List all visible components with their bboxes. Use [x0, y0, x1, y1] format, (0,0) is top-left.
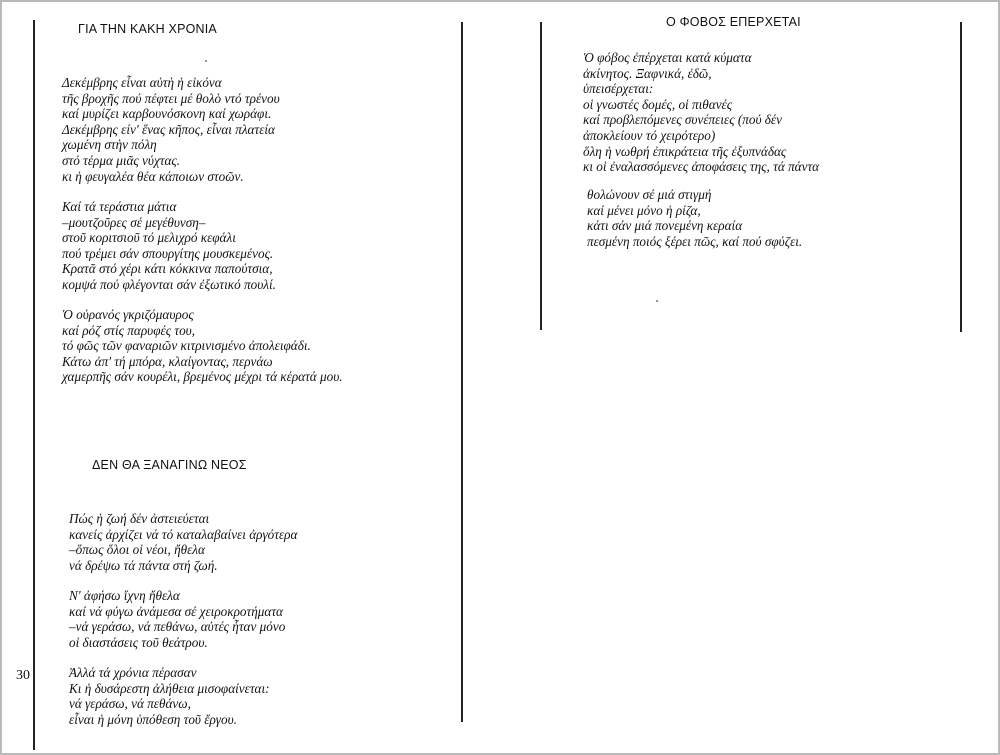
verse-line: ὅλη ἡ νωθρή ἐπικράτεια τῆς ἐξυπνάδας — [583, 143, 787, 159]
verse-line: τῆς βροχῆς πού πέφτει μέ θολὸ ντό τρένου — [62, 90, 280, 106]
right-page-left-edge — [540, 22, 542, 330]
poem2-stanza-2 — [69, 588, 285, 650]
verse-line: Κάτω ἀπ' τή μπόρα, κλαίγοντας, περνάω — [62, 353, 273, 369]
verse-line: νά δρέψω τά πάντα στή ζωή. — [69, 557, 218, 573]
poem-title: Ο ΦΟΒΟΣ ΕΠΕΡΧΕΤΑΙ — [666, 15, 801, 29]
verse-line: καί προβλεπόμενες συνέπειες (πού δέν — [583, 112, 782, 128]
right-page-right-edge — [960, 22, 962, 332]
verse-line: κάτι σάν μιά πονεμένη κεραία — [587, 218, 743, 234]
verse-line: καί μυρίζει καρβουνόσκονη καί χωράφι. — [62, 106, 272, 122]
verse-line: χαμερπῆς σάν κουρέλι, βρεμένος μέχρι τά κέρατά μου. — [62, 369, 343, 385]
verse-line: –μουτζοῦρες σέ μεγέθυνση– — [62, 214, 206, 230]
speck — [656, 300, 658, 302]
verse-line: Κρατᾶ στό χέρι κάτι κόκκινα παπούτσια, — [62, 261, 273, 277]
verse-line: στοῦ κοριτσιοῦ τό μελιχρό κεφάλι — [62, 230, 236, 246]
verse-line: ἀκίνητος. Ξαφνικά, ἐδῶ, — [583, 65, 712, 81]
verse-line: καί ρόζ στίς παρυφές του, — [62, 322, 196, 338]
verse-line: τό φῶς τῶν φαναριῶν κιτρινισμένο ἀπολειφάδι. — [62, 338, 311, 354]
poem1-stanza-3 — [62, 307, 343, 385]
verse-line: κι ἡ φευγαλέα θέα κάποιων στοῶν. — [62, 168, 244, 184]
verse-line: Καί τά τεράστια μάτια — [62, 199, 177, 214]
left-page-margin-line — [33, 20, 35, 750]
verse-line: χωμένη στὴν πόλη — [62, 137, 157, 153]
poem-title: ΓΙΑ ΤΗΝ ΚΑΚΗ ΧΡΟΝΙΑ — [78, 22, 217, 36]
verse-line: –ὅπως ὅλοι οἱ νέοι, ἤθελα — [69, 542, 205, 558]
left-page-right-edge — [461, 22, 463, 722]
poem-title: ΔΕΝ ΘΑ ΞΑΝΑΓΙΝΩ ΝΕΟΣ — [92, 458, 247, 472]
page-number: 30 — [16, 668, 30, 683]
verse-line: Ὁ οὐρανός γκριζόμαυρος — [62, 307, 194, 322]
verse-line: πεσμένη ποιός ξέρει πῶς, καί πού σφύζει. — [587, 233, 803, 249]
verse-line: νά γεράσω, νά πεθάνω, — [69, 696, 191, 712]
verse-line: Πώς ἡ ζωή δέν ἀστειεύεται — [69, 511, 210, 526]
poem3-stanza-2 — [587, 187, 802, 249]
verse-line: κανείς ἀρχίζει νά τό καταλαβαίνει ἀργότερα — [69, 526, 298, 542]
verse-line: οἱ διαστάσεις τοῦ θεάτρου. — [69, 634, 208, 650]
verse-line: Ν' ἀφήσω ἴχνη ἤθελα — [69, 588, 180, 603]
verse-line: πού τρέμει σάν σπουργίτης μουσκεμένος. — [62, 245, 274, 261]
poem1-stanza-2 — [62, 199, 276, 293]
poem3-stanza-1 — [583, 50, 819, 175]
verse-line: καί νά φύγω ἀνάμεσα σέ χειροκροτήματα — [69, 603, 283, 619]
verse-line: ἀποκλείουν τό χειρότερο) — [583, 127, 716, 143]
verse-line: Δεκέμβρης εἶναι αὐτὴ ἡ εἰκόνα — [62, 75, 222, 90]
verse-line: θολώνουν σέ μιά στιγμή — [587, 187, 712, 202]
verse-line: κομψά πού φλέγονται σάν ἐξωτικό πουλί. — [62, 276, 276, 292]
verse-line: Δεκέμβρης είν' ἕνας κῆπος, εἶναι πλατεία — [62, 121, 275, 137]
verse-line: καί μένει μόνο ἡ ρίζα, — [587, 202, 701, 218]
verse-line: Ἀλλά τά χρόνια πέρασαν — [69, 665, 197, 680]
verse-line: εἶναι ἡ μόνη ὑπόθεση τοῦ ἔργου. — [69, 711, 237, 727]
verse-line: στό τέρμα μιᾶς νύχτας. — [62, 152, 181, 168]
verse-line: κι οἱ ἐναλασσόμενες ἀποφάσεις της, τά πάντα — [583, 159, 820, 175]
speck — [205, 60, 207, 62]
poem2-stanza-3 — [69, 665, 270, 727]
verse-line: οἱ γνωστές δομές, οἱ πιθανές — [583, 96, 733, 112]
verse-line: –νά γεράσω, νά πεθάνω, αὐτές ἦταν μόνο — [69, 619, 286, 635]
poem1-stanza-1 — [62, 75, 280, 184]
verse-line: ὑπεισέρχεται: — [583, 81, 654, 97]
poem2-stanza-1 — [69, 511, 297, 573]
verse-line: Κι ἡ δυσάρεστη ἀλήθεια μισοφαίνεται: — [69, 680, 270, 696]
verse-line: Ὁ φόβος ἐπέρχεται κατά κύματα — [583, 50, 752, 65]
